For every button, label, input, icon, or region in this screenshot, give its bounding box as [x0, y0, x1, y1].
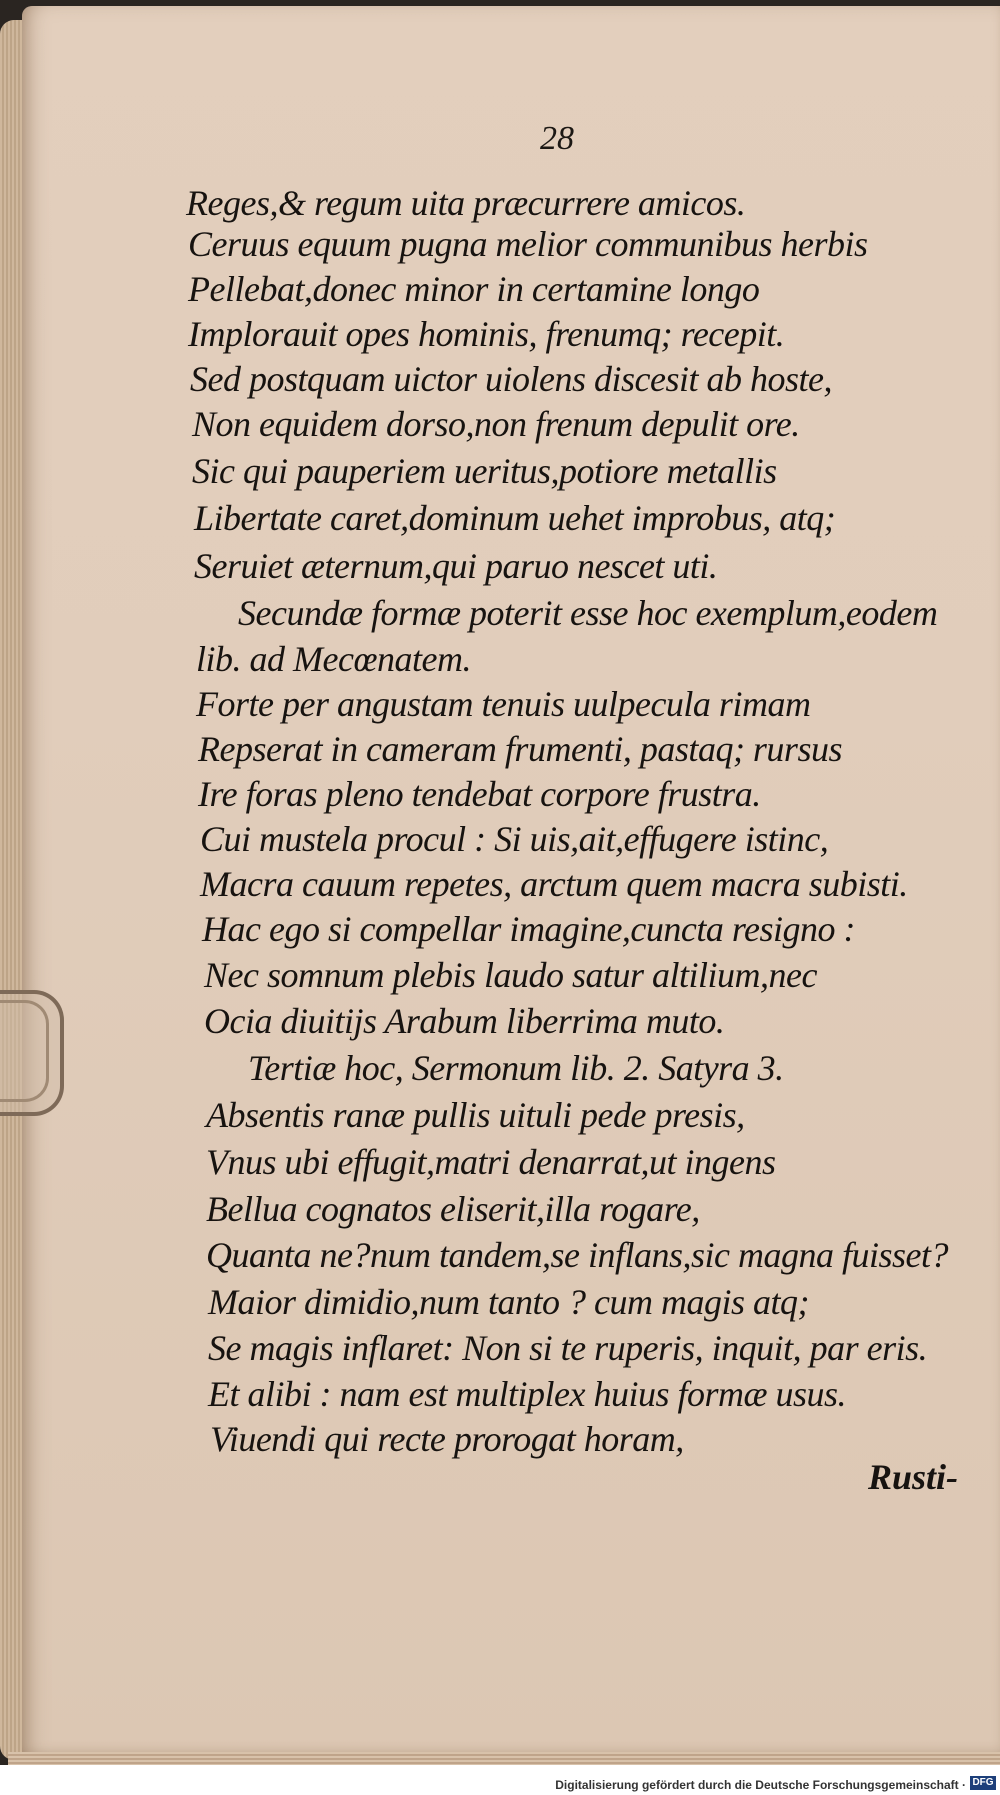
text-line: Bellua cognatos eliserit,illa rogare,: [206, 1189, 700, 1229]
text-line: Non equidem dorso,non frenum depulit ore.: [192, 404, 800, 444]
text-line: Se magis inflaret: Non si te ruperis, inquit, par eris.: [208, 1328, 928, 1368]
text-line: Quanta ne?num tandem,se inflans,sic magna fuisset?: [206, 1235, 948, 1275]
text-line: Viuendi qui recte prorogat horam,: [210, 1419, 684, 1459]
text-line: Ocia diuitijs Arabum liberrima muto.: [204, 1001, 725, 1041]
text-line: Nec somnum plebis laudo satur altilium,nec: [204, 955, 817, 995]
text-line: Sic qui pauperiem ueritus,potiore metallis: [192, 451, 777, 491]
text-line: Repserat in cameram frumenti, pastaq; rursus: [198, 729, 842, 769]
text-line: Secundæ formæ poterit esse hoc exemplum,eodem: [238, 593, 938, 633]
text-line: Reges,& regum uita præcurrere amicos.: [186, 183, 746, 223]
page-number: 28: [540, 120, 574, 157]
text-line: Et alibi : nam est multiplex huius formæ usus.: [208, 1374, 846, 1414]
bookmark-clasp-inner: [0, 1000, 49, 1102]
text-line: Seruiet æternum,qui paruo nescet uti.: [194, 546, 718, 586]
text-line: Hac ego si compellar imagine,cuncta resigno :: [202, 909, 856, 949]
text-line: lib. ad Mecœnatem.: [196, 639, 471, 679]
text-line: Forte per angustam tenuis uulpecula rimam: [196, 684, 811, 724]
text-line: Maior dimidio,num tanto ? cum magis atq;: [208, 1282, 809, 1322]
text-line: Macra cauum repetes, arctum quem macra subisti.: [200, 864, 908, 904]
dfg-logo-icon: DFG: [970, 1776, 996, 1790]
text-line: Ire foras pleno tendebat corpore frustra.: [198, 774, 761, 814]
text-line: Ceruus equum pugna melior communibus herbis: [188, 224, 868, 264]
text-line: Tertiæ hoc, Sermonum lib. 2. Satyra 3.: [248, 1048, 784, 1088]
footer-credit: Digitalisierung gefördert durch die Deutsche Forschungsgemeinschaft ·: [555, 1778, 966, 1792]
catchword: Rusti-: [868, 1457, 959, 1497]
text-line: Absentis ranæ pullis uituli pede presis,: [206, 1095, 745, 1135]
text-line: Pellebat,donec minor in certamine longo: [188, 269, 760, 309]
text-line: Implorauit opes hominis, frenumq; recepit.: [188, 314, 785, 354]
book-bottom-edge: [8, 1752, 1000, 1766]
text-line: Cui mustela procul : Si uis,ait,effugere istinc,: [200, 819, 829, 859]
text-line: Libertate caret,dominum uehet improbus, atq;: [194, 498, 836, 538]
text-line: Vnus ubi effugit,matri denarrat,ut ingens: [206, 1142, 776, 1182]
text-line: Sed postquam uictor uiolens discesit ab hoste,: [190, 359, 832, 399]
